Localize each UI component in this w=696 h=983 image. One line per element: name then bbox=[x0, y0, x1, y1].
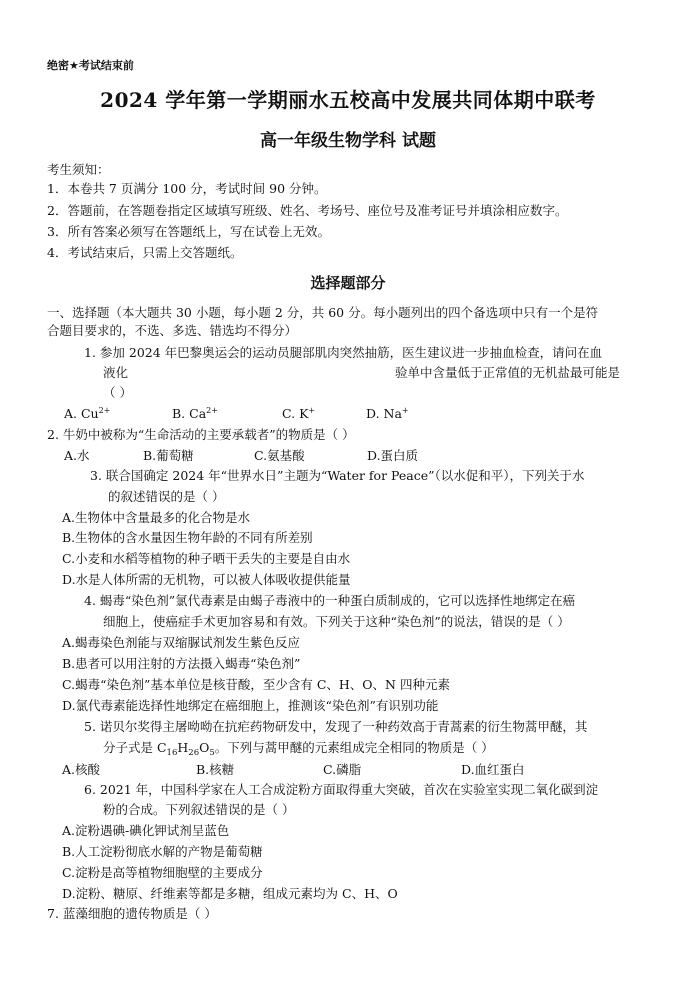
question-1-answer-blank: （ ） bbox=[103, 385, 132, 400]
question-1-stem: 1. 参加 2024 年巴黎奥运会的运动员腿部肌肉突然抽筋，医生建议进一步抽血检查，请问在血 bbox=[84, 345, 603, 360]
q1-option-d: D. Na+ bbox=[366, 406, 409, 421]
q4-option-a: A.蝎毒染色剂能与双缩脲试剂发生紫色反应 bbox=[62, 635, 301, 650]
q1-option-a: A. $Cu^{2+}$ bbox=[64, 406, 111, 421]
q4-option-b: B.患者可以用注射的方法摄入蝎毒“染色剂” bbox=[62, 656, 301, 671]
confidential-label: 绝密★考试结束前 bbox=[47, 59, 134, 72]
question-1-stem: 液化 bbox=[103, 365, 129, 380]
section-title: 选择题部分 bbox=[310, 274, 386, 292]
question-6-stem: 粉的合成。下列叙述错误的是（ ） bbox=[103, 802, 295, 817]
question-1-stem: 验单中含量低于正常值的无机盐最可能是 bbox=[395, 365, 621, 380]
part-instructions: 合题目要求的，不选、多选、错选均不得分） bbox=[47, 323, 298, 338]
exam-title: 2024 学年第一学期丽水五校高中发展共同体期中联考 bbox=[100, 88, 596, 112]
q6-option-d: D.淀粉、糖原、纤维素等都是多糖，组成元素均为 C、H、O bbox=[62, 886, 398, 901]
question-7-stem: 7. 蓝藻细胞的遗传物质是（ ） bbox=[47, 906, 217, 921]
q3-option-a: A.生物体中含量最多的化合物是水 bbox=[62, 510, 251, 525]
notice-item: 4．考试结束后，只需上交答题纸。 bbox=[47, 245, 243, 260]
q5-option-a: A.核酸 bbox=[62, 762, 101, 777]
part-instructions: 一、选择题（本大题共 30 小题，每小题 2 分，共 60 分。每小题列出的四个备选项中只有一个是符 bbox=[47, 305, 599, 320]
q5-option-b: B.核糖 bbox=[196, 762, 235, 777]
q2-option-d: D.蛋白质 bbox=[367, 448, 419, 463]
notice-item: 2．答题前，在答题卷指定区域填写班级、姓名、考场号、座位号及准考证号并填涂相应数字。 bbox=[47, 203, 568, 218]
q4-option-c: C.蝎毒“染色剂”基本单位是核苷酸，至少含有 C、H、O、N 四种元素 bbox=[62, 677, 450, 692]
q3-option-c: C.小麦和水稻等植物的种子晒干丢失的主要是自由水 bbox=[62, 551, 351, 566]
q1-option-b: B. $Ca^{2+}$ bbox=[172, 406, 218, 421]
q3-option-b: B.生物体的含水量因生物年龄的不同有所差别 bbox=[62, 530, 313, 545]
q6-option-c: C.淀粉是高等植物细胞壁的主要成分 bbox=[62, 865, 263, 880]
q3-option-d: D.水是人体所需的无机物，可以被人体吸收提供能量 bbox=[62, 572, 351, 587]
q6-option-a: A.淀粉遇碘-碘化钾试剂呈蓝色 bbox=[62, 823, 230, 838]
question-4-stem: 4. 蝎毒“染色剂”氯代毒素是由蝎子毒液中的一种蛋白质制成的，它可以选择性地绑定在癌 bbox=[84, 593, 576, 608]
notice-item: 3．所有答案必须写在答题纸上，写在试卷上无效。 bbox=[47, 224, 330, 239]
question-3-stem: 3. 联合国确定 2024 年“世界水日”主题为“Water for Peace”（以水促和平），下列关于水 bbox=[90, 468, 585, 483]
q2-option-c: C.氨基酸 bbox=[254, 448, 305, 463]
q5-option-c: C.磷脂 bbox=[323, 762, 362, 777]
exam-subtitle: 高一年级生物学科 试题 bbox=[260, 131, 436, 151]
notice-item: 1．本卷共 7 页满分 100 分，考试时间 90 分钟。 bbox=[47, 181, 327, 196]
notice-heading: 考生须知： bbox=[47, 162, 110, 177]
q4-option-d: D.氯代毒素能选择性地绑定在癌细胞上，推测该“染色剂”有识别功能 bbox=[62, 698, 439, 713]
question-3-stem: 的叙述错误的是（ ） bbox=[108, 489, 225, 504]
question-5-formula-line: 分子式是 $C_{16}H_{26}O_5$。下列与蒿甲醚的元素组成完全相同的物质是（ ） bbox=[103, 740, 494, 758]
q6-option-b: B.人工淀粉彻底水解的产物是葡萄糖 bbox=[62, 844, 263, 859]
q2-option-a: A.水 bbox=[64, 448, 90, 463]
question-5-stem: 5. 诺贝尔奖得主屠呦呦在抗疟药物研发中，发现了一种药效高于青蒿素的衍生物蒿甲醚，其 bbox=[84, 719, 588, 734]
q5-option-d: D.血红蛋白 bbox=[461, 762, 525, 777]
q2-option-b: B.葡萄糖 bbox=[143, 448, 194, 463]
question-2-stem: 2. 牛奶中被称为“生命活动的主要承载者”的物质是（ ） bbox=[47, 427, 355, 442]
question-6-stem: 6. 2021 年，中国科学家在人工合成淀粉方面取得重大突破，首次在实验室实现二氧化碳到淀 bbox=[84, 782, 599, 797]
question-4-stem: 细胞上，使癌症手术更加容易和有效。下列关于这种“染色剂”的说法，错误的是（ ） bbox=[103, 614, 570, 629]
q1-option-c: C. K+ bbox=[282, 406, 316, 421]
